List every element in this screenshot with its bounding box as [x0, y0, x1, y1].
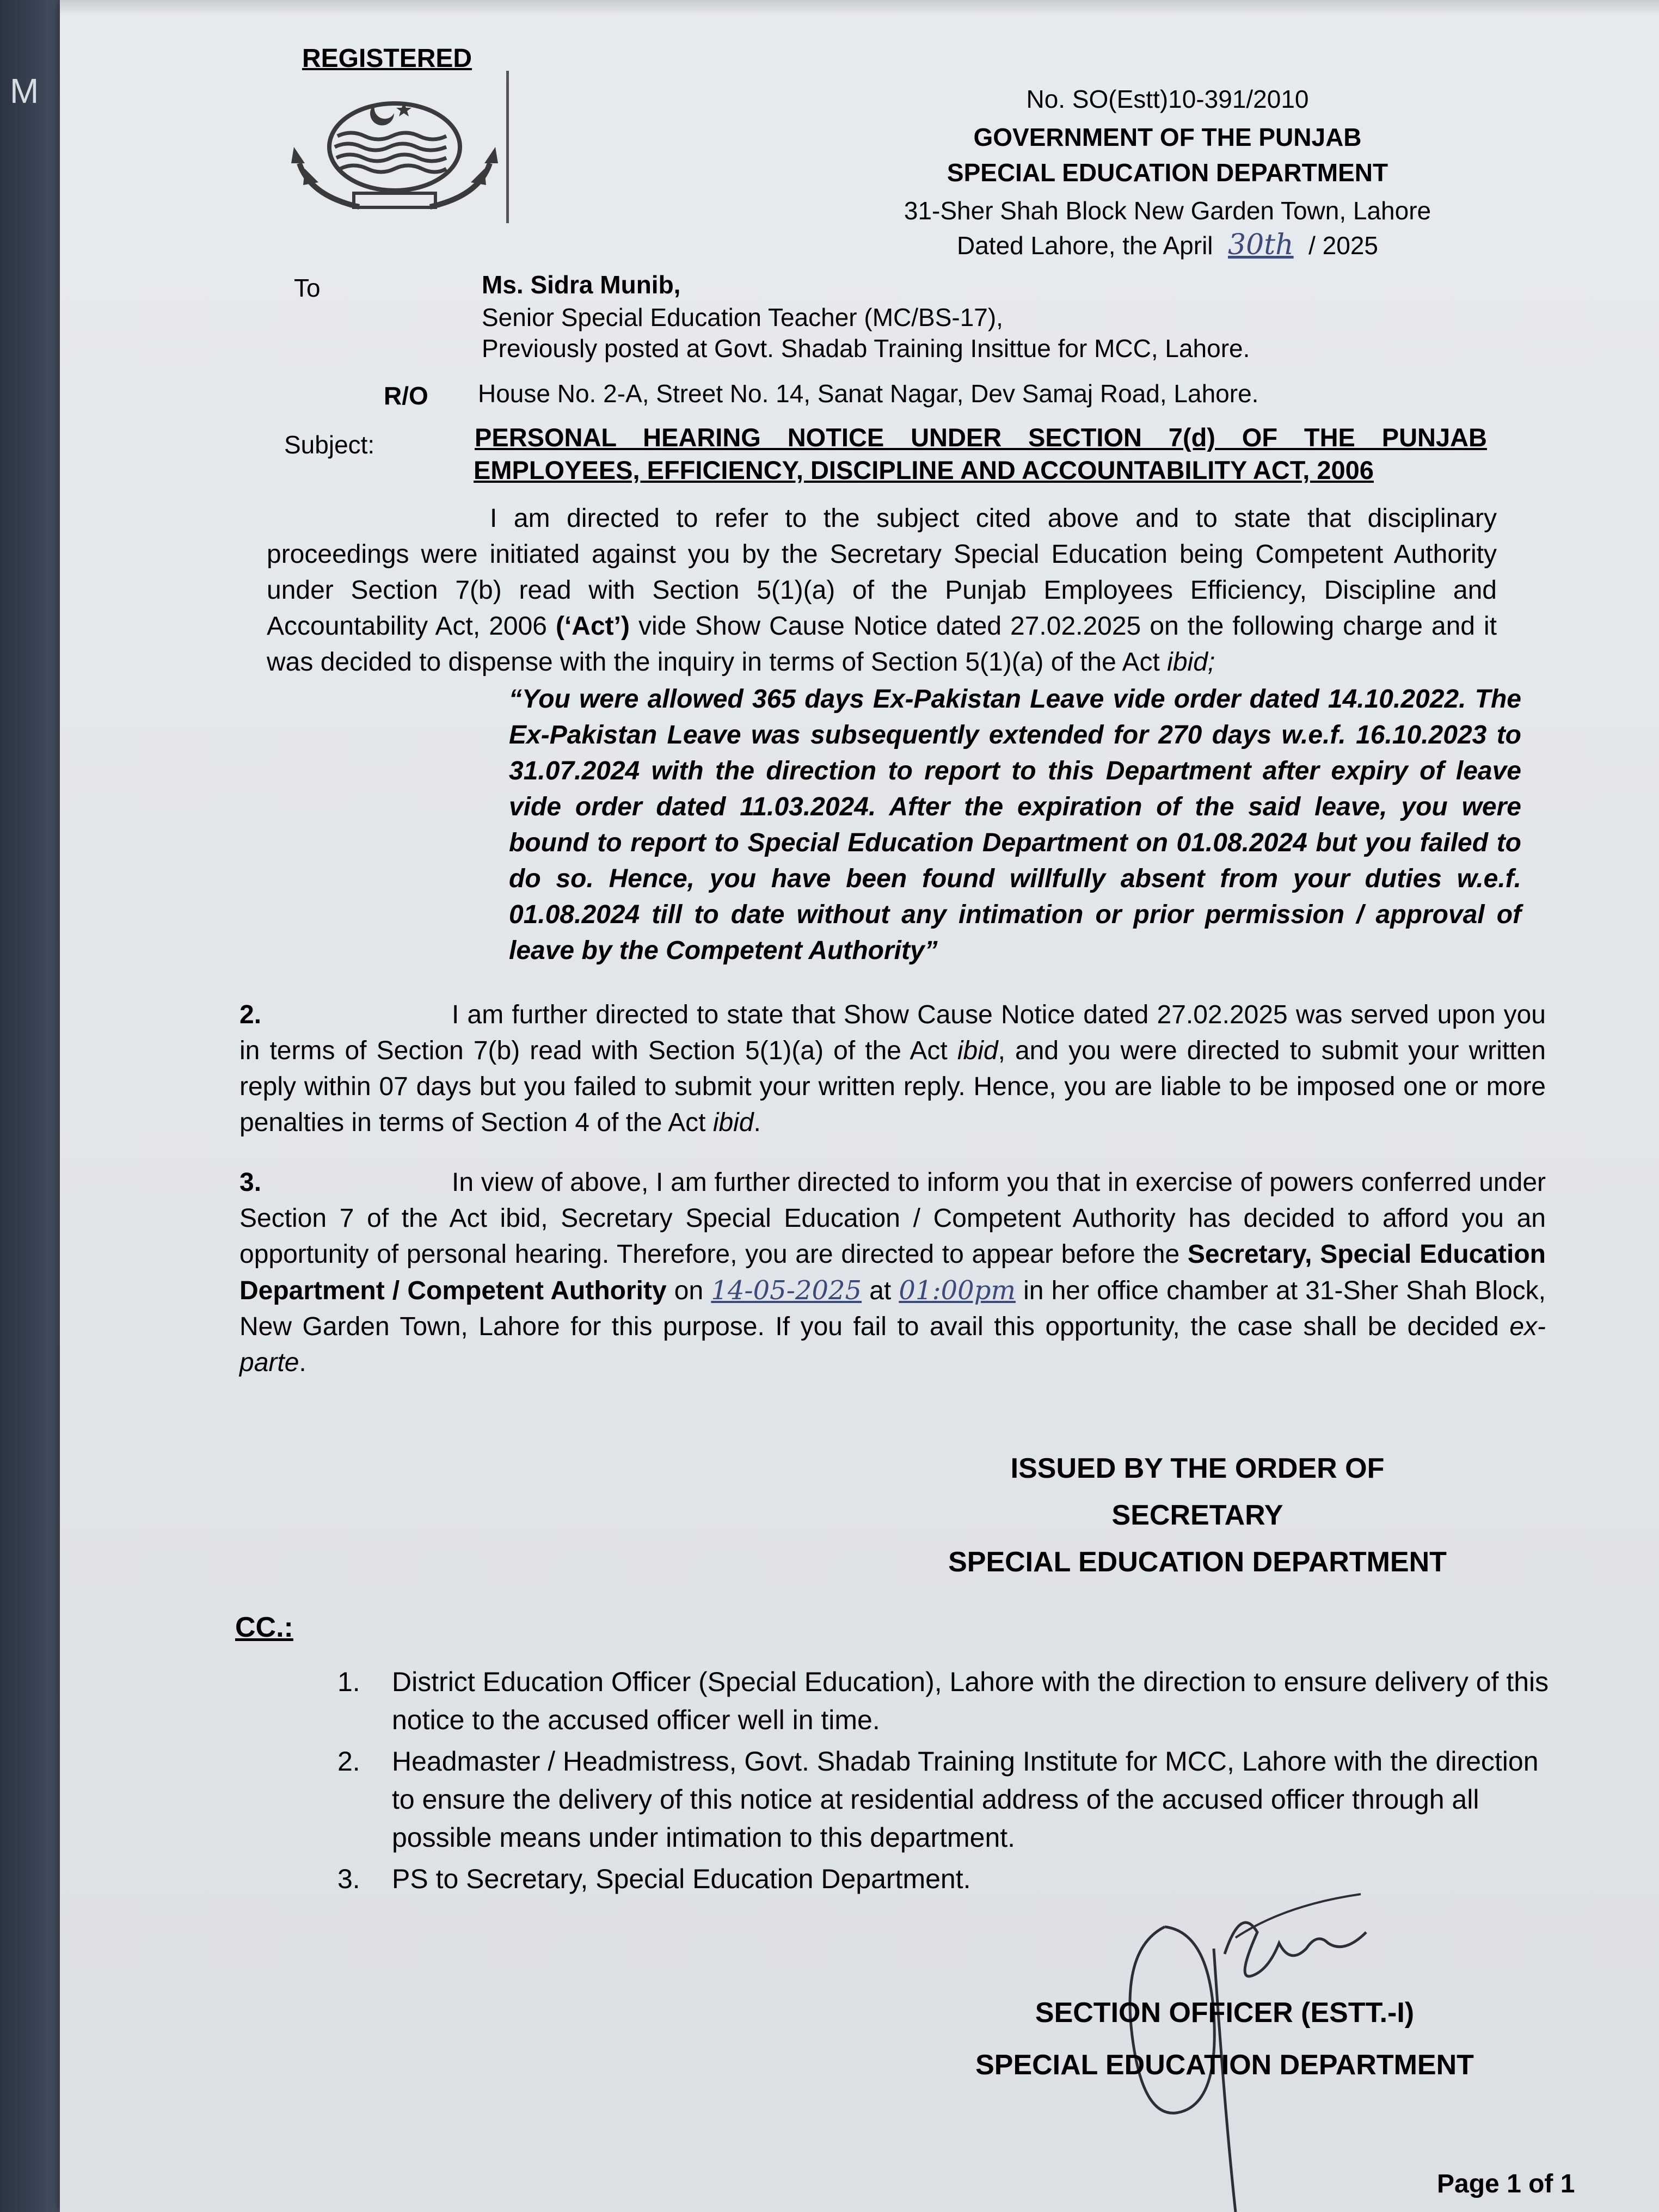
dated-line [860, 229, 1475, 261]
recipient-name: Ms. Sidra Munib, [482, 271, 681, 299]
cc-label: CC.: [235, 1612, 293, 1643]
ro-label: R/O [384, 382, 428, 410]
cc-item-text: PS to Secretary, Special Education Department. [392, 1864, 971, 1894]
header-divider [506, 71, 509, 223]
government-name: GOVERNMENT OF THE PUNJAB [973, 123, 1362, 151]
paragraph-2-ibid: ibid [957, 1036, 998, 1065]
cc-item-number: 2. [337, 1746, 360, 1777]
dated-suffix: / 2025 [1308, 231, 1378, 260]
department-address: 31-Sher Shah Block New Garden Town, Lahore [904, 196, 1431, 225]
subject-label: Subject: [284, 431, 375, 459]
paragraph-3-text-a: In view of above, I am further directed to inform you that in exercise of powers conferred under Section 7 of the Act ibid, Secretary Special Education / Competent Authority has decided to afford you an opportunity of personal hearing. Therefore, you are directed to appear before the [239, 1168, 1546, 1269]
dated-prefix: Dated Lahore, the April [956, 231, 1213, 260]
subject-line-1: PERSONAL HEARING NOTICE UNDER SECTION 7(d) OF THE PUNJAB [475, 423, 1487, 452]
issued-by-line-1: ISSUED BY THE ORDER OF [1010, 1453, 1385, 1484]
paragraph-2-text-b: , and you were directed to submit your written reply within 07 days but you failed to submit your written reply. Hence, you are liable to be imposed one or more penalties in terms of Section 4 of the Act [239, 1036, 1546, 1137]
cc-item [337, 1663, 1557, 1739]
background-sheet-letter: M [10, 71, 39, 110]
registered-label: REGISTERED [302, 44, 472, 73]
hearing-date-handwritten: 14-05-2025 [711, 1275, 862, 1306]
paragraph-3-ex-parte: ex-parte [239, 1312, 1546, 1377]
paragraph-2 [239, 997, 1546, 1141]
paragraph-1-act: (‘Act’) [555, 612, 630, 641]
paragraph-1-ibid: ibid; [1167, 648, 1215, 677]
sheet-top-edge [60, 0, 1659, 16]
to-label: To [294, 274, 321, 302]
signatory-department: SPECIAL EDUCATION DEPARTMENT [975, 2049, 1474, 2081]
subject-line-2: EMPLOYEES, EFFICIENCY, DISCIPLINE AND ACCOUNTABILITY ACT, 2006 [474, 456, 1374, 484]
paragraph-3-at: at [862, 1276, 899, 1305]
recipient-previous-posting: Previously posted at Govt. Shadab Training Insittue for MCC, Lahore. [482, 334, 1250, 362]
paragraph-2-number: 2. [239, 1000, 262, 1029]
charge-quote: “You were allowed 365 days Ex-Pakistan Leave vide order dated 14.10.2022. The Ex-Pakistan Leave was subsequently extended for 270 days w.e.f. 16.10.2023 to 31.07.2024 with the direction to report to this Department after expiry of leave vide order dated 11.03.2024. After the expiration of the said leave, you were bound to report to Special Education Department on 01.08.2024 but you failed to do so. Hence, you have been found willfully absent from your duties w.e.f. 01.08.2024 till to date without any intimation or prior permission / approval of leave by the Competent Authority” [509, 685, 1521, 965]
government-emblem-icon [288, 82, 501, 218]
page-number: Page 1 of 1 [1437, 2170, 1575, 2198]
signatory-title: SECTION OFFICER (ESTT.-I) [1035, 1997, 1415, 2029]
paragraph-3-authority: Secretary, Special Education Department / Competent Authority [239, 1240, 1546, 1305]
signatory [925, 1987, 1524, 2091]
dated-day-handwritten: 30th [1228, 229, 1294, 261]
cc-item-text: District Education Officer (Special Education), Lahore with the direction to ensure delivery of this notice to the accused officer well in time. [392, 1667, 1549, 1735]
issued-by-line-3: SPECIAL EDUCATION DEPARTMENT [948, 1546, 1447, 1578]
paragraph-3-end: . [299, 1348, 306, 1377]
paragraph-2-end: . [753, 1108, 761, 1137]
cc-item [337, 1742, 1557, 1857]
reference-number: No. SO(Estt)10-391/2010 [1026, 85, 1309, 113]
cc-item-number: 3. [337, 1864, 360, 1894]
issued-by-line-2: SECRETARY [1111, 1500, 1283, 1531]
hearing-time-handwritten: 01:00pm [899, 1275, 1016, 1306]
paragraph-3 [239, 1165, 1546, 1381]
paragraph-3-on: on [666, 1276, 711, 1305]
paragraph-3-number: 3. [239, 1168, 262, 1197]
paragraph-3-text-b: in her office chamber at 31-Sher Shah Block, New Garden Town, Lahore for this purpose. If you fail to avail this opportunity, the case shall be decided [239, 1276, 1546, 1341]
paragraph-1 [267, 501, 1497, 680]
recipient-post: Senior Special Education Teacher (MC/BS-17), [482, 303, 1003, 331]
issued-by-order [925, 1445, 1470, 1586]
paragraph-2-text-a: I am further directed to state that Show Cause Notice dated 27.02.2025 was served upon you in terms of Section 7(b) read with Section 5(1)(a) of the Act [239, 1000, 1546, 1065]
cc-item-number: 1. [337, 1667, 360, 1697]
recipient-address: House No. 2-A, Street No. 14, Sanat Nagar, Dev Samaj Road, Lahore. [478, 379, 1259, 408]
paragraph-2-ibid-2: ibid [712, 1108, 754, 1137]
paragraph-1-text-a: I am directed to refer to the subject cited above and to state that disciplinary proceedings were initiated against you by the Secretary Special Education being Competent Authority under Section 7(b) read with Section 5(1)(a) of the Punjab Employees Efficiency, Discipline and Accountability Act, 2006 [267, 504, 1497, 641]
cc-item-text: Headmaster / Headmistress, Govt. Shadab Training Institute for MCC, Lahore with the direction to ensure the delivery of this notice at residential address of the accused officer through all possible means under intimation to this department. [392, 1746, 1539, 1853]
department-name: SPECIAL EDUCATION DEPARTMENT [947, 158, 1388, 187]
paragraph-1-text-b: vide Show Cause Notice dated 27.02.2025 on the following charge and it was decided to dispense with the inquiry in terms of Section 5(1)(a) of the Act [267, 612, 1497, 677]
